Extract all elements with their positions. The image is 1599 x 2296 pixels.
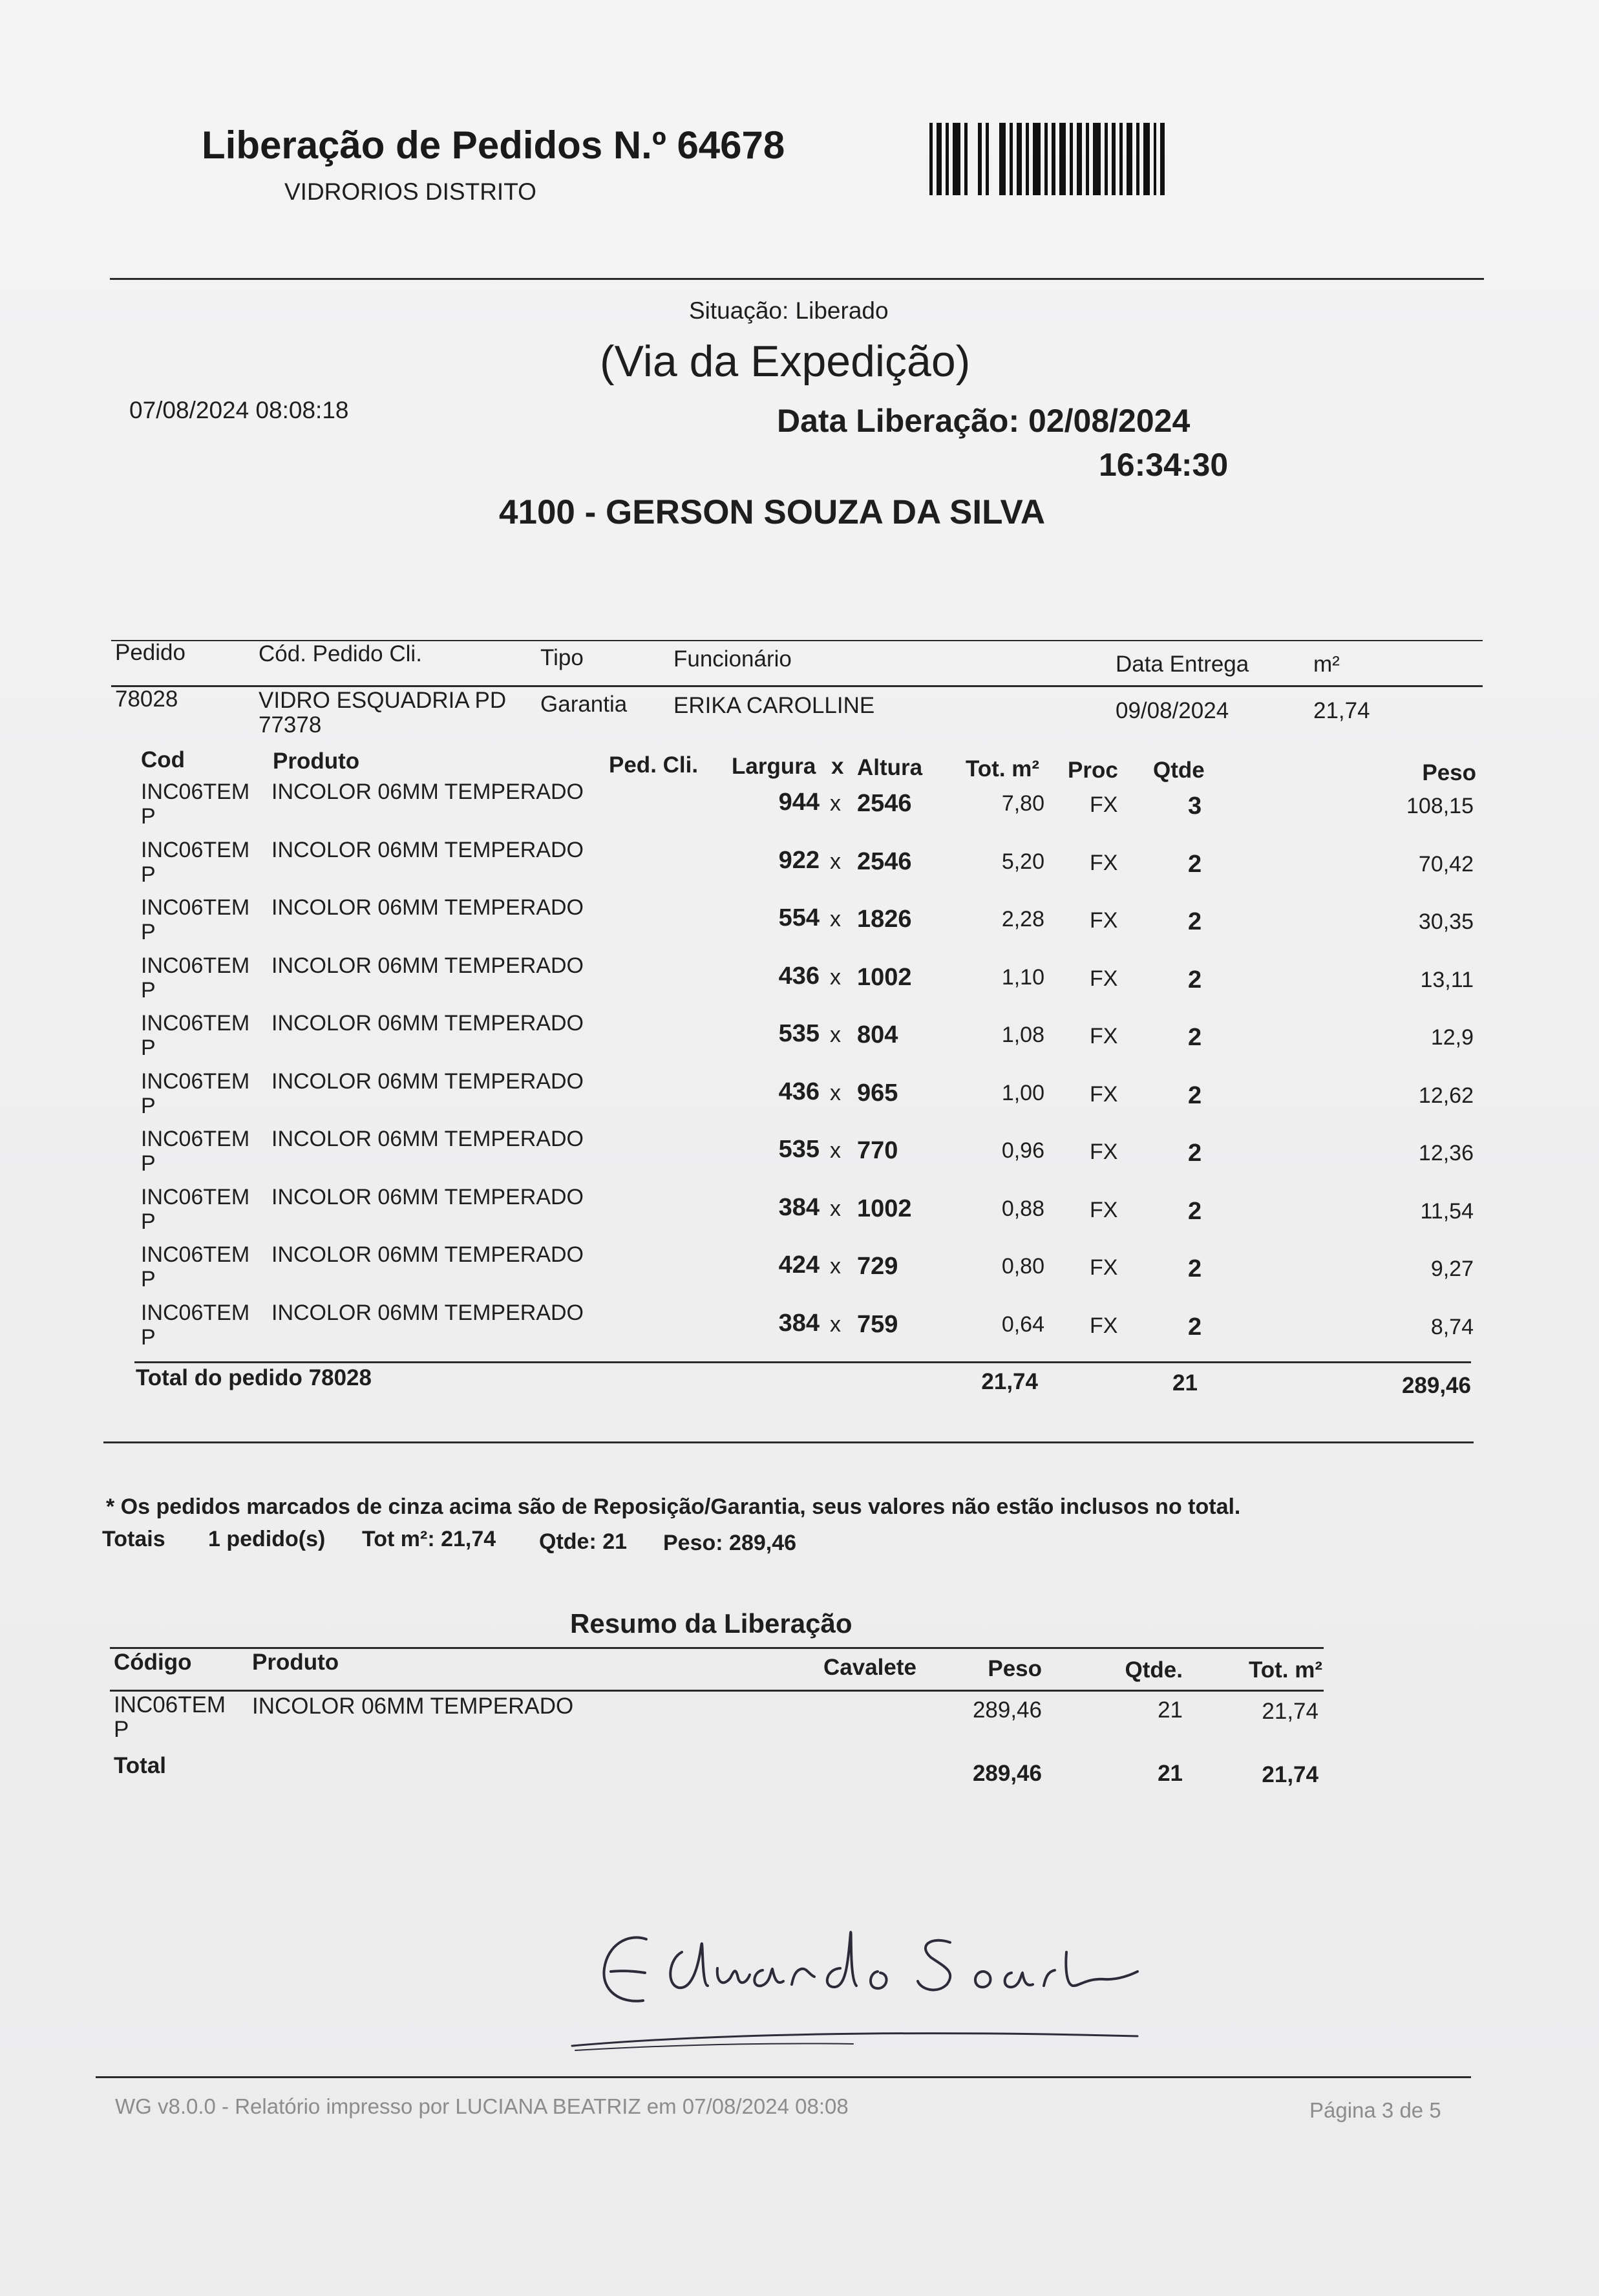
item-peso: 8,74 bbox=[1430, 1314, 1474, 1339]
item-tot-m2: 7,80 bbox=[1001, 791, 1044, 816]
item-header-largura: Largura bbox=[732, 754, 816, 779]
hora-liberacao: 16:34:30 bbox=[1099, 447, 1229, 483]
item-qtde: 2 bbox=[1188, 1081, 1202, 1109]
resumo-total-peso: 289,46 bbox=[972, 1761, 1042, 1786]
item-proc: FX bbox=[1090, 792, 1118, 817]
item-tot-m2: 1,08 bbox=[1001, 1023, 1044, 1047]
item-proc: FX bbox=[1090, 908, 1118, 933]
order-funcionario: ERIKA CAROLLINE bbox=[673, 693, 875, 718]
item-cod2: P bbox=[141, 977, 156, 1003]
item-x: x bbox=[830, 1196, 841, 1221]
item-altura: 759 bbox=[857, 1310, 898, 1338]
item-largura: 922 bbox=[778, 846, 820, 874]
item-peso: 12,36 bbox=[1418, 1141, 1474, 1165]
item-x: x bbox=[830, 791, 841, 816]
client-name: 4100 - GERSON SOUZA DA SILVA bbox=[499, 493, 1046, 531]
item-qtde: 2 bbox=[1188, 1197, 1202, 1225]
resumo-total-label: Total bbox=[114, 1753, 167, 1778]
item-altura: 965 bbox=[857, 1079, 898, 1107]
item-header-peso: Peso bbox=[1422, 760, 1476, 785]
item-proc: FX bbox=[1090, 1255, 1118, 1280]
item-largura: 436 bbox=[778, 1078, 820, 1105]
item-produto: INCOLOR 06MM TEMPERADO bbox=[271, 1300, 584, 1325]
item-cod2: P bbox=[141, 1151, 156, 1176]
note-reposicao: * Os pedidos marcados de cinza acima são de Reposição/Garantia, seus valores não estão inclusos no total. bbox=[106, 1494, 1241, 1519]
resumo-title: Resumo da Liberação bbox=[570, 1608, 852, 1639]
item-cod2: P bbox=[141, 1036, 156, 1060]
item-tot-m2: 0,64 bbox=[1001, 1312, 1044, 1337]
item-qtde: 2 bbox=[1188, 908, 1202, 935]
item-header-cod: Cod bbox=[141, 747, 185, 772]
item-x: x bbox=[830, 1138, 841, 1163]
item-cod1: INC06TEM bbox=[141, 1068, 250, 1094]
item-altura: 1826 bbox=[857, 906, 912, 933]
item-qtde: 2 bbox=[1188, 850, 1202, 878]
item-qtde: 2 bbox=[1188, 966, 1202, 994]
item-largura: 424 bbox=[778, 1251, 820, 1279]
order-pedido: 78028 bbox=[115, 686, 178, 712]
totais-pedidos: 1 pedido(s) bbox=[208, 1527, 326, 1551]
resumo-header-peso: Peso bbox=[988, 1656, 1042, 1681]
item-altura: 1002 bbox=[857, 963, 912, 991]
resumo-total-qtde: 21 bbox=[1158, 1761, 1183, 1786]
item-largura: 384 bbox=[778, 1309, 820, 1337]
resumo-total-tot-m2: 21,74 bbox=[1262, 1762, 1318, 1787]
item-produto: INCOLOR 06MM TEMPERADO bbox=[271, 1011, 584, 1036]
item-cod1: INC06TEM bbox=[141, 895, 250, 920]
items-total-label: Total do pedido 78028 bbox=[136, 1365, 372, 1390]
item-produto: INCOLOR 06MM TEMPERADO bbox=[271, 895, 584, 920]
item-tot-m2: 0,80 bbox=[1001, 1254, 1044, 1279]
item-header-altura: Altura bbox=[857, 755, 923, 780]
item-altura: 729 bbox=[857, 1253, 898, 1280]
item-proc: FX bbox=[1090, 1140, 1118, 1164]
item-header-x: x bbox=[831, 754, 844, 779]
item-proc: FX bbox=[1090, 1024, 1118, 1048]
item-altura: 804 bbox=[857, 1021, 898, 1048]
items-total-peso: 289,46 bbox=[1401, 1373, 1471, 1398]
item-cod2: P bbox=[141, 1093, 156, 1118]
item-largura: 535 bbox=[778, 1020, 820, 1047]
item-produto: INCOLOR 06MM TEMPERADO bbox=[271, 953, 584, 978]
item-x: x bbox=[830, 1254, 841, 1279]
order-tipo: Garantia bbox=[540, 692, 628, 717]
col-header-funcionario: Funcionário bbox=[673, 646, 792, 672]
item-x: x bbox=[830, 964, 841, 990]
resumo-produto: INCOLOR 06MM TEMPERADO bbox=[252, 1694, 574, 1719]
item-header-proc: Proc bbox=[1068, 758, 1118, 783]
item-produto: INCOLOR 06MM TEMPERADO bbox=[271, 1184, 584, 1209]
item-altura: 2546 bbox=[857, 790, 912, 817]
resumo-qtde: 21 bbox=[1158, 1697, 1183, 1723]
item-largura: 436 bbox=[778, 962, 820, 990]
item-proc: FX bbox=[1090, 1313, 1118, 1338]
resumo-header-qtde: Qtde. bbox=[1125, 1657, 1183, 1683]
items-total-rule bbox=[134, 1361, 1471, 1363]
item-cod1: INC06TEM bbox=[141, 1011, 250, 1036]
resumo-header-cavalete: Cavalete bbox=[823, 1655, 916, 1680]
order-m2: 21,74 bbox=[1313, 698, 1370, 723]
item-x: x bbox=[830, 849, 841, 874]
item-header-produto: Produto bbox=[273, 749, 360, 774]
totais-peso: Peso: 289,46 bbox=[663, 1531, 797, 1555]
item-qtde: 2 bbox=[1188, 1313, 1202, 1341]
header-divider bbox=[110, 278, 1484, 280]
item-peso: 11,54 bbox=[1420, 1198, 1474, 1224]
item-qtde: 2 bbox=[1188, 1024, 1202, 1051]
item-tot-m2: 0,96 bbox=[1001, 1138, 1044, 1163]
items-total-m2: 21,74 bbox=[981, 1369, 1038, 1394]
item-produto: INCOLOR 06MM TEMPERADO bbox=[271, 1127, 584, 1151]
item-produto: INCOLOR 06MM TEMPERADO bbox=[271, 837, 584, 862]
items-total-qtde: 21 bbox=[1172, 1370, 1198, 1396]
item-cod1: INC06TEM bbox=[141, 1184, 250, 1209]
resumo-peso: 289,46 bbox=[972, 1697, 1042, 1723]
item-cod1: INC06TEM bbox=[141, 1300, 250, 1325]
item-header-qtde: Qtde bbox=[1153, 758, 1205, 783]
totais-label: Totais bbox=[102, 1527, 165, 1551]
item-largura: 554 bbox=[778, 904, 820, 931]
item-qtde: 3 bbox=[1188, 792, 1202, 820]
resumo-codigo-2: P bbox=[114, 1717, 129, 1742]
item-proc: FX bbox=[1090, 1197, 1118, 1222]
item-x: x bbox=[830, 1312, 841, 1337]
page-number: Página 3 de 5 bbox=[1309, 2098, 1441, 2122]
item-cod1: INC06TEM bbox=[141, 1127, 250, 1151]
item-produto: INCOLOR 06MM TEMPERADO bbox=[271, 1242, 584, 1267]
item-largura: 535 bbox=[778, 1136, 820, 1163]
order-cod-pedido-cli-2: 77378 bbox=[259, 712, 322, 738]
item-peso: 9,27 bbox=[1430, 1257, 1474, 1281]
order-data-entrega: 09/08/2024 bbox=[1116, 698, 1229, 723]
item-cod2: P bbox=[141, 862, 156, 887]
item-proc: FX bbox=[1090, 850, 1118, 875]
item-cod1: INC06TEM bbox=[141, 837, 250, 862]
resumo-header-rule bbox=[110, 1690, 1324, 1692]
item-qtde: 2 bbox=[1188, 1255, 1202, 1282]
item-largura: 384 bbox=[778, 1193, 820, 1221]
resumo-codigo: INC06TEM bbox=[114, 1692, 226, 1717]
item-proc: FX bbox=[1090, 1081, 1118, 1107]
item-produto: INCOLOR 06MM TEMPERADO bbox=[271, 780, 584, 804]
item-cod1: INC06TEM bbox=[141, 780, 250, 804]
item-peso: 12,9 bbox=[1430, 1025, 1474, 1050]
col-header-cod-pedido-cli: Cód. Pedido Cli. bbox=[259, 641, 422, 666]
item-qtde: 2 bbox=[1188, 1140, 1202, 1167]
item-x: x bbox=[830, 1023, 841, 1047]
footer-printed-by: WG v8.0.0 - Relatório impresso por LUCIANA BEATRIZ em 07/08/2024 08:08 bbox=[115, 2094, 849, 2118]
col-header-m2: m² bbox=[1313, 652, 1340, 677]
item-peso: 70,42 bbox=[1418, 851, 1474, 877]
document-title: Liberação de Pedidos N.º 64678 bbox=[202, 123, 785, 167]
item-peso: 12,62 bbox=[1418, 1083, 1474, 1108]
item-x: x bbox=[830, 907, 841, 931]
item-cod2: P bbox=[141, 1209, 156, 1234]
col-header-data-entrega: Data Entrega bbox=[1116, 652, 1249, 677]
resumo-top-rule bbox=[110, 1647, 1324, 1649]
resumo-header-produto: Produto bbox=[252, 1650, 339, 1675]
handwritten-signature bbox=[569, 1907, 1189, 2056]
totais-qtde: Qtde: 21 bbox=[539, 1529, 628, 1554]
item-cod2: P bbox=[141, 804, 156, 829]
totais-m2: Tot m²: 21,74 bbox=[362, 1527, 496, 1551]
item-cod2: P bbox=[141, 1267, 156, 1292]
item-peso: 108,15 bbox=[1406, 794, 1474, 818]
item-altura: 2546 bbox=[857, 847, 912, 875]
resumo-header-codigo: Código bbox=[114, 1650, 192, 1675]
item-tot-m2: 1,10 bbox=[1001, 964, 1044, 990]
item-header-tot-m2: Tot. m² bbox=[966, 756, 1040, 781]
footer-rule bbox=[96, 2076, 1471, 2078]
data-liberacao: Data Liberação: 02/08/2024 bbox=[777, 403, 1191, 439]
item-altura: 1002 bbox=[857, 1195, 912, 1222]
resumo-header-tot-m2: Tot. m² bbox=[1248, 1657, 1322, 1683]
item-peso: 13,11 bbox=[1420, 967, 1474, 992]
resumo-tot-m2: 21,74 bbox=[1262, 1699, 1318, 1724]
item-cod2: P bbox=[141, 1324, 156, 1350]
item-peso: 30,35 bbox=[1418, 909, 1474, 934]
printed-datetime: 07/08/2024 08:08:18 bbox=[129, 397, 349, 423]
item-largura: 944 bbox=[778, 789, 820, 816]
barcode bbox=[929, 123, 1169, 195]
item-tot-m2: 2,28 bbox=[1001, 907, 1044, 931]
item-tot-m2: 5,20 bbox=[1001, 849, 1044, 874]
via-label: (Via da Expedição) bbox=[600, 337, 971, 386]
item-altura: 770 bbox=[857, 1137, 898, 1164]
situacao: Situação: Liberado bbox=[689, 297, 889, 324]
col-header-tipo: Tipo bbox=[540, 645, 584, 670]
section-divider bbox=[103, 1441, 1474, 1443]
order-cod-pedido-cli: VIDRO ESQUADRIA PD bbox=[259, 688, 507, 713]
order-table-header-rule bbox=[111, 685, 1483, 687]
company-name: VIDRORIOS DISTRITO bbox=[284, 178, 536, 205]
item-cod1: INC06TEM bbox=[141, 953, 250, 978]
item-cod1: INC06TEM bbox=[141, 1242, 250, 1267]
item-cod2: P bbox=[141, 920, 156, 944]
item-produto: INCOLOR 06MM TEMPERADO bbox=[271, 1068, 584, 1094]
item-proc: FX bbox=[1090, 966, 1118, 991]
item-tot-m2: 0,88 bbox=[1001, 1196, 1044, 1221]
item-x: x bbox=[830, 1080, 841, 1105]
col-header-pedido: Pedido bbox=[115, 640, 185, 665]
item-tot-m2: 1,00 bbox=[1001, 1080, 1044, 1105]
item-header-ped-cli: Ped. Cli. bbox=[609, 752, 699, 778]
